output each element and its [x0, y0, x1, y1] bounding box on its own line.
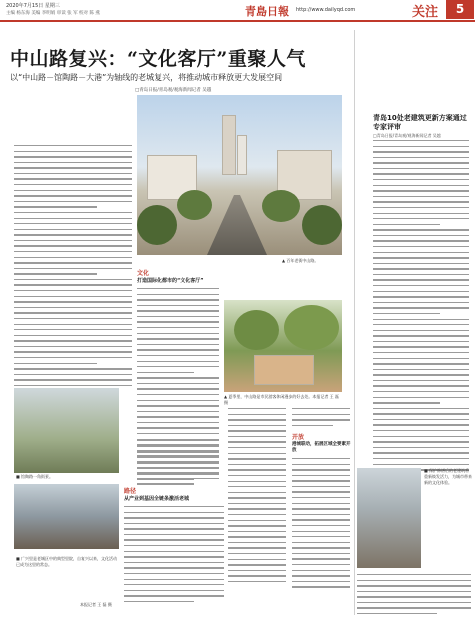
top-photo-caption: ▲ 百年老街中山路。 [282, 258, 319, 263]
street-tree [302, 205, 342, 245]
section-title-open: 港城联动，拓展区域全要素开放 [292, 442, 351, 453]
section-title-path: 从产业到基因全链条激活老城 [124, 496, 190, 502]
section-openness-intro [292, 408, 350, 430]
section-path-text [124, 506, 224, 606]
restored-building-photo [357, 468, 421, 568]
main-headline: 中山路复兴：“文化客厅”重聚人气 [10, 48, 306, 70]
section-title-culture: 打造国际化都市的“文化客厅” [137, 278, 204, 284]
tree-canopy [284, 305, 339, 350]
sidebar-article-text-end [357, 574, 471, 619]
sidebar-photo-caption: ■ 保护修缮后的老建筑将重新焕发活力，为城市带来新的文化体验。 [424, 468, 472, 485]
tower-building [237, 135, 247, 175]
newspaper-logo: 青島日報 [245, 5, 289, 18]
right-photo-caption: ▲ 夏季里，中山路是市民游客休闲漫步的好去处。本报记者 王 磊 摄 [224, 394, 339, 405]
street-tree [177, 190, 212, 220]
old-building [254, 355, 314, 385]
website-url[interactable]: http://www.dailyqd.com [296, 7, 356, 13]
section-open-text [292, 458, 350, 592]
tower-building [222, 115, 236, 175]
street-tree [262, 190, 300, 222]
guangxingli-photo [14, 484, 119, 549]
column-divider [354, 30, 355, 615]
section-label-culture: 文化 [137, 270, 150, 277]
tree-canopy [234, 310, 279, 350]
street-tree [137, 205, 177, 245]
culture-text-cont [137, 440, 219, 485]
guantao-road-photo [14, 388, 119, 473]
left-photo-caption: ■ 馆陶路一角街景。 [16, 474, 54, 479]
summer-street-photo [224, 300, 342, 392]
intro-column [14, 145, 132, 390]
page-number: 5 [446, 0, 474, 19]
zhongshan-road-photo [137, 95, 342, 255]
photo-credit: 本报记者 王 磊 摄 [80, 602, 112, 607]
sidebar-article-text [373, 140, 469, 475]
sidebar-article-title: 青岛10处老建筑更新方案通过专家评审 [373, 114, 467, 131]
sub-headline: 以“中山路－馆陶路－大港”为轴线的老城复兴，将推动城市释放更大发展空间 [10, 73, 283, 82]
street-road [207, 195, 267, 255]
editor-credits: 主编 杨东海 美编 李明娟 审读 张 军 校对 陈 燕 [6, 11, 100, 16]
article-byline: □青岛日报/青岛观/观海新闻记者 吴越 [135, 88, 212, 93]
section-name: 关注 [412, 5, 439, 20]
masthead [0, 0, 475, 22]
section-label-path: 路径 [124, 488, 137, 495]
bottom-photo-caption: ■ 广兴里是老城区中的典型里院，自复兴以来，文化活动已成为这里的常态。 [16, 556, 118, 567]
issue-date: 2020年7月15日 星期三 [6, 3, 60, 9]
section-path-text-b [228, 408, 286, 587]
sidebar-article-byline: □青岛日报/青岛观/观海新闻记者 吴越 [373, 133, 441, 138]
section-label-open: 开放 [292, 434, 305, 441]
